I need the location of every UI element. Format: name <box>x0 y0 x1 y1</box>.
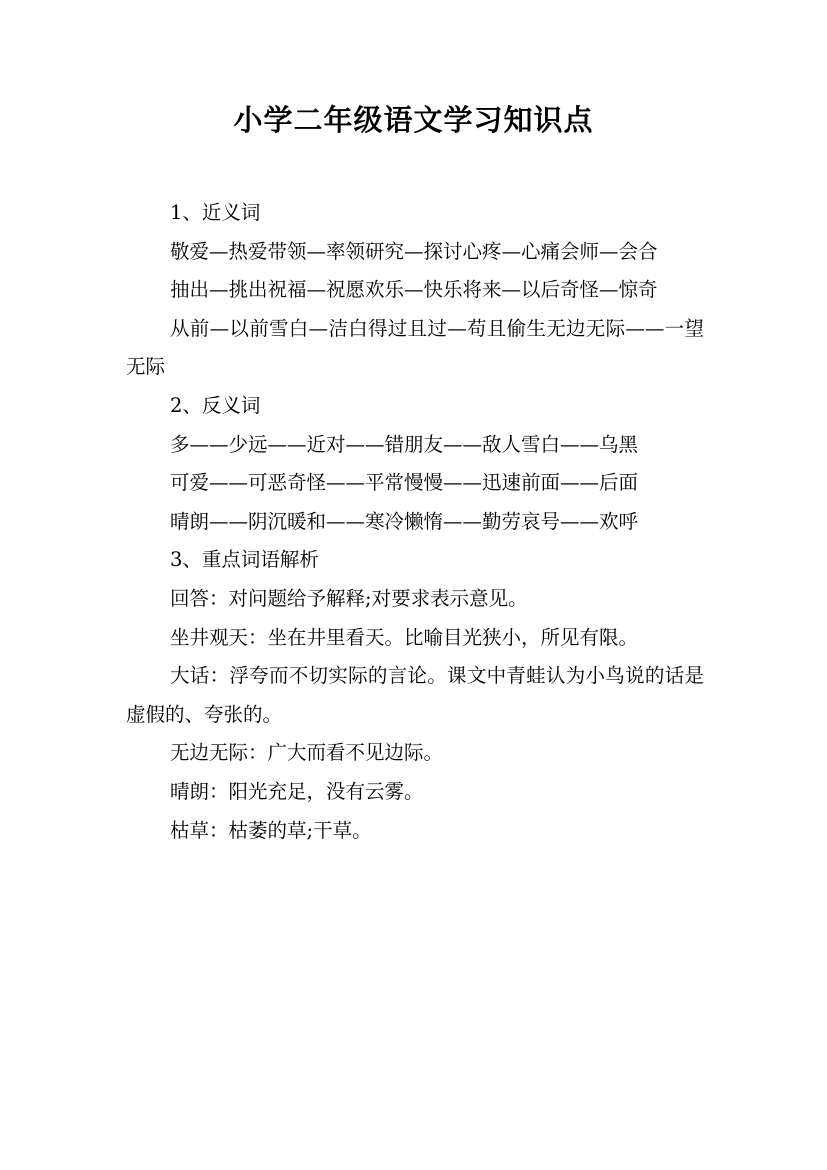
section-heading: 3、重点词语解析 <box>170 548 319 572</box>
section-antonyms <box>126 387 704 541</box>
section-synonyms <box>126 194 704 387</box>
page-title: 小学二年级语文学习知识点 <box>233 103 594 137</box>
paragraph: 敬爱—热爱带领—率领研究—探讨心疼—心痛会师—会合 <box>170 239 658 263</box>
paragraph: 无边无际：广大而看不见边际。 <box>170 741 444 765</box>
paragraph: 枯草：枯萎的草;干草。 <box>170 818 372 842</box>
paragraph: 可爱——可恶奇怪——平常慢慢——迅速前面——后面 <box>170 471 639 495</box>
document-body <box>126 194 704 850</box>
section-key-terms <box>126 541 704 850</box>
paragraph: 从前—以前雪白—洁白得过且过—苟且偷生无边无际——一望无际 <box>126 316 704 379</box>
paragraph: 回答：对问题给予解释;对要求表示意见。 <box>170 586 528 610</box>
paragraph: 晴朗——阴沉暖和——寒冷懒惰——勤劳哀号——欢呼 <box>170 509 639 533</box>
paragraph: 坐井观天：坐在井里看天。比喻目光狭小，所见有限。 <box>170 625 639 649</box>
paragraph: 抽出—挑出祝福—祝愿欢乐—快乐将来—以后奇怪—惊奇 <box>170 278 658 302</box>
paragraph: 晴朗：阳光充足，没有云雾。 <box>170 779 424 803</box>
section-heading: 2、反义词 <box>170 393 261 417</box>
paragraph: 多——少远——近对——错朋友——敌人雪白——乌黑 <box>170 432 639 456</box>
paragraph: 大话：浮夸而不切实际的言论。课文中青蛙认为小鸟说的话是虚假的、夸张的。 <box>126 664 704 726</box>
section-heading: 1、近义词 <box>170 201 261 224</box>
